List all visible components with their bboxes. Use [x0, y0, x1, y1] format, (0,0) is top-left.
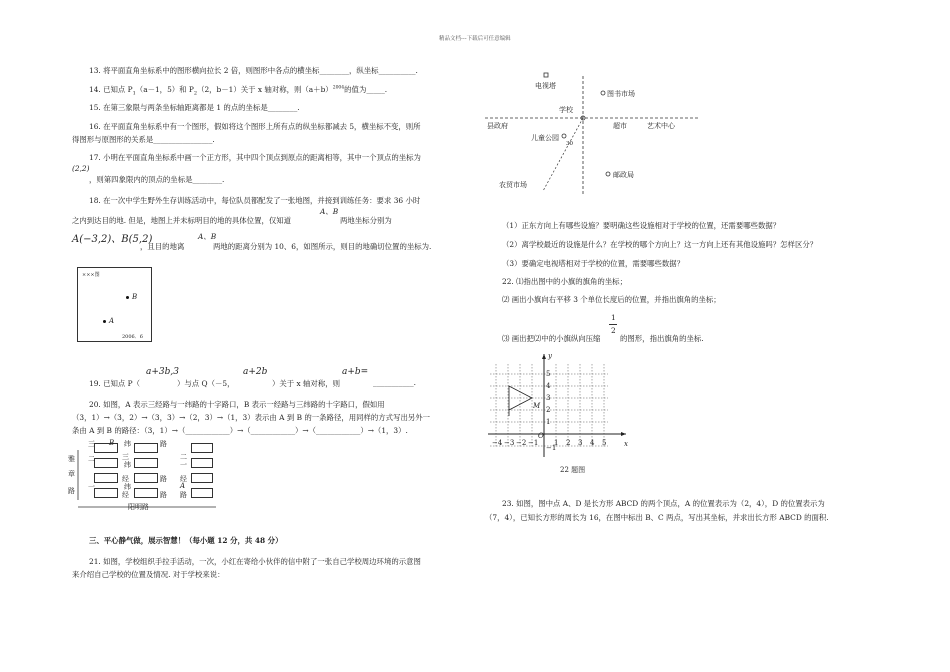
block-2-2	[134, 458, 158, 468]
question-17-point: (2,2)	[72, 164, 90, 173]
road-label-lu1: 路	[160, 440, 167, 448]
map-21-park: 儿童公园	[531, 134, 559, 142]
map-21-angle: 30	[566, 141, 573, 147]
plot-22-x-label: x	[624, 440, 628, 448]
plot-22-ytick-5: 5	[546, 370, 551, 378]
page-header-watermark: 精品文档---下载后可任意编辑	[439, 36, 511, 42]
question-21-part1: （1）正东方向上有哪些设施？要明确这些设施相对于学校的位置，还需要哪些数据？	[502, 221, 781, 230]
question-19-pre: 19. 已知点 P（	[89, 379, 140, 388]
block-3-3	[191, 473, 213, 483]
question-17-line2: ，则第四象限内的顶点的坐标是________.	[89, 175, 225, 184]
road-label-yi: 一	[88, 483, 95, 491]
plot-22-xtick--2: −2	[516, 439, 527, 447]
question-20-line1: 20. 如图，A 表示三经路与一纬路的十字路口，B 表示一经路与三纬路的十字路口，假如用	[89, 400, 385, 409]
plot-22-ytick-2: 2	[546, 406, 551, 414]
road-label-wei2: 纬	[124, 461, 131, 469]
q22-fraction-den: 2	[611, 326, 616, 335]
question-18-line2b: 两地坐标分别为	[340, 216, 392, 225]
question-18-ab-label: A、B	[320, 207, 339, 216]
q22-fraction-bar	[609, 324, 617, 325]
question-22-part2: ⑵ 画出小旗向右平移 3 个单位长度后的位置，并指出旗角的坐标；	[502, 295, 721, 304]
road-label-er: 二	[88, 455, 95, 463]
plot-22-ytick-4: 4	[546, 382, 551, 390]
q14-part-b: （a－1，5）和 P	[135, 85, 194, 94]
plot-22-m-label: M	[533, 402, 541, 410]
q14-part-a: 14. 已知点 P	[89, 85, 133, 94]
question-18-line3a: ，且目的地离	[140, 242, 185, 251]
question-18-line2: 之内到达目的地. 但是，地图上并未标明目的地的具体位置，仅知道	[72, 216, 292, 225]
block-1-2	[134, 443, 158, 453]
q19-expr-1: a+3b,3	[146, 367, 179, 377]
block-1-3	[191, 443, 213, 453]
road-label-plus1: 三	[122, 453, 129, 461]
plot-22-xtick-4: 4	[590, 439, 595, 447]
plot-22-xtick--1: −1	[528, 439, 539, 447]
block-4-1	[94, 488, 118, 498]
road-label-left1: 雅	[68, 455, 75, 463]
map-18-point-b	[126, 296, 129, 299]
plot-22-xtick-5: 5	[602, 439, 607, 447]
road-label-san: 三	[88, 440, 95, 448]
block-2-3	[191, 458, 213, 468]
plot-22-y-label: y	[548, 352, 552, 360]
map-21-library: 图书市场	[607, 90, 635, 98]
road-label-a: A	[180, 482, 186, 490]
block-4-3	[191, 488, 213, 498]
question-15: 15. 在第三象限与两条坐标轴距离都是 1 的点的坐标是________.	[89, 103, 300, 112]
block-3-2	[134, 473, 158, 483]
plot-22-ytick--1: −1	[546, 444, 557, 452]
road-label-jing3: 经	[122, 491, 129, 499]
section-3-heading: 三、平心静气做，展示智慧！（每小题 12 分，共 48 分）	[89, 536, 283, 545]
road-label-left2: 章	[68, 470, 75, 478]
question-19-post: ）关于 x 轴对称，则	[272, 379, 340, 388]
map-21-gov: 县政府	[487, 122, 508, 130]
map-18-point-a	[103, 320, 106, 323]
plot-22-svg	[488, 352, 638, 478]
map-21-school: 学校	[559, 106, 573, 114]
question-23-line2: （7，4），已知长方形的周长为 16，在图中标出 B、C 两点，写出其坐标，并求出长方形 ABCD 的面积.	[485, 513, 829, 522]
question-19-mid: ）与点 Q（－5，	[177, 379, 235, 388]
q14-part-c: （2，b－1）关于 x 轴对称，则（a＋b）	[197, 85, 333, 94]
map-21-farm-market: 农贸市场	[499, 181, 527, 189]
question-18-ab-label-2: A、B	[198, 232, 217, 241]
plot-22-xtick-1: 1	[554, 439, 559, 447]
map-21-market: 超市	[613, 122, 627, 130]
question-21-part2: （2）离学校最近的设施是什么？在学校的哪个方向上？这一方向上还有其他设施吗？怎样区分？	[502, 240, 818, 249]
map-21	[485, 66, 705, 196]
map-21-post-office: 邮政局	[613, 171, 634, 179]
question-18-line3b: 两地的距离分别为 10、6，如图所示，则目的地确切位置的坐标为.	[213, 242, 432, 251]
question-18-line1: 18. 在一次中学生野外生存训练活动中，每位队员都配发了一张地图，并接到训练任务：要求 36 小时	[89, 196, 421, 205]
road-label-lu3: 路	[160, 491, 167, 499]
q19-expr-3: a+b=	[342, 367, 369, 377]
question-13: 13. 将平面直角坐标系中的图形横向拉长 2 倍，则图形中各点的横坐标________，纵坐标__________.	[89, 66, 418, 75]
plot-22	[488, 352, 638, 478]
plot-22-xtick-3: 3	[578, 439, 583, 447]
map-18-label-b: B	[132, 293, 138, 301]
map-18-label-a: A	[109, 317, 115, 325]
q14-exponent: 2004	[332, 85, 345, 91]
plot-22-ytick-3: 3	[546, 394, 551, 402]
question-22-part3-post: 的图形，指出旗角的坐标.	[620, 334, 704, 343]
plot-22-xtick--4: −4	[492, 439, 503, 447]
road-label-bottom: 阳明路	[128, 503, 149, 511]
road-grid-20	[66, 440, 216, 512]
road-label-lu2: 路	[160, 475, 167, 483]
q14-part-d: 的值为_____.	[344, 85, 388, 94]
map-21-tv-tower: 电视塔	[535, 82, 556, 90]
block-4-2	[134, 488, 158, 498]
road-label-plus2: 二	[180, 453, 187, 461]
road-label-wei3: 纬	[124, 483, 131, 491]
plot-22-ytick-1: 1	[546, 418, 551, 426]
question-16-line1: 16. 在平面直角坐标系中有一个图形，假如将这个图形上所有点的纵坐标都减去 5，横坐标不变，则所	[89, 122, 421, 131]
question-20-line2: （3，1）→（3，2）→（3，3）→（2，3）→（1，3）表示由 A 到 B 的一条路径，用同样的方式写出另外一	[72, 413, 431, 422]
road-label-plus3: 一	[180, 461, 187, 469]
question-23-line1: 23. 如图，图中点 A、D 是长方形 ABCD 的两个顶点，A 的位置表示为（2，4），D 的位置表示为	[502, 499, 825, 508]
plot-22-xtick-2: 2	[566, 439, 571, 447]
question-21-line1: 21. 如图，学校组织手拉手活动，一次，小红在寄给小伙伴的信中附了一张自己学校周边环境的示意图	[89, 557, 421, 566]
road-label-jing1: 经	[122, 475, 129, 483]
map-18-corner-label: ×××图	[82, 272, 100, 278]
block-2-1	[94, 458, 118, 468]
plot-22-caption: 22 题图	[560, 466, 586, 474]
map-18	[77, 267, 152, 342]
road-label-jing2: 经	[180, 475, 187, 483]
question-19-end: ___________.	[373, 378, 416, 387]
question-14: 14. 已知点 $P_1(a-1$，5）和 $P_2(2$，b－1）关于 x 轴对称，则$(a+b)^{2004}$的值为_____.	[89, 85, 388, 97]
map-21-art-center: 艺术中心	[647, 122, 675, 130]
road-label-wei1: 纬	[124, 440, 131, 448]
plot-22-origin: O	[538, 432, 544, 440]
q19-expr-2: a+2b	[243, 367, 268, 377]
map-21-lines	[485, 66, 705, 196]
map-18-date: 2006．6	[122, 334, 143, 340]
question-18-coordinates: A(−3,2)、B(5,2)	[72, 234, 153, 245]
question-22-part1: 22. ⑴指出图中的小旗的旗角的坐标；	[502, 277, 627, 286]
question-22-part3-pre: ⑶ 画出把⑵中的小旗纵向压缩	[502, 334, 601, 343]
question-20-line3: 条由 A 到 B 的路径：（3，1）→（____________）→（____________）→（____________）→（1，3）.	[72, 426, 408, 435]
road-label-left3: 路	[68, 487, 75, 495]
question-16-line2: 得图形与原图形的关系是________________.	[72, 135, 215, 144]
road-label-b: B	[109, 439, 115, 447]
block-3-1	[94, 473, 118, 483]
question-17-line1: 17. 小明在平面直角坐标系中画一个正方形，其中四个顶点到原点的距离相等，其中一个顶点的坐标为	[89, 153, 421, 162]
road-label-lu4: 路	[180, 491, 187, 499]
q22-fraction-num: 1	[611, 313, 616, 322]
block-1-1	[94, 443, 118, 453]
question-21-part3: （3）要确定电视塔相对于学校的位置，需要哪些数据？	[502, 259, 685, 268]
plot-22-xtick--3: −3	[504, 439, 515, 447]
question-21-line2: 来介绍自己学校的位置及情况. 对于学校来说：	[72, 570, 225, 579]
